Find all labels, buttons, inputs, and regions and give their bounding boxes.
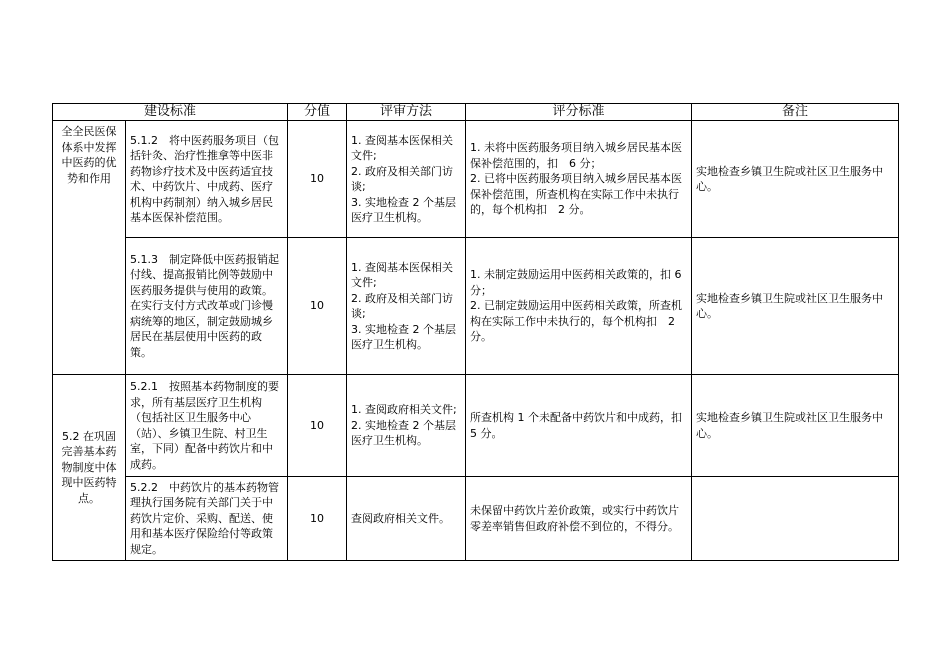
table-header-row <box>53 104 899 121</box>
remarks-cell: 实地检查乡镇卫生院或社区卫生服务中心。 <box>692 121 899 238</box>
method-cell: 1. 查阅政府相关文件; 2. 实地检查 2 个基层医疗卫生机构。 <box>347 375 466 477</box>
method-cell: 1. 查阅基本医保相关文件; 2. 政府及相关部门访谈; 3. 实地检查 2 个基层医疗卫生机构。 <box>347 121 466 238</box>
criteria-cell: 所查机构 1 个未配备中药饮片和中成药，扣 5 分。 <box>466 375 692 477</box>
standard-item: 5.1.2 将中医药服务项目（包括针灸、治疗性推拿等中医非药物诊疗技术及中医药适宜技术、中药饮片、中成药、医疗机构中药制剂）纳入城乡居民基本医保补偿范围。 <box>126 121 288 238</box>
score-cell: 10 <box>288 477 347 561</box>
method-cell: 1. 查阅基本医保相关文件; 2. 政府及相关部门访谈; 3. 实地检查 2 个基层医疗卫生机构。 <box>347 238 466 375</box>
standard-item: 5.2.1 按照基本药物制度的要求，所有基层医疗卫生机构（包括社区卫生服务中心（站）、乡镇卫生院、村卫生室，下同）配备中药饮片和中成药。 <box>126 375 288 477</box>
evaluation-standards-table <box>52 103 899 561</box>
criteria-cell: 1. 未将中医药服务项目纳入城乡居民基本医保补偿范围的，扣 6 分； 2. 已将中医药服务项目纳入城乡居民基本医保补偿范围，所查机构在实际工作中未执行的，每个机构扣 2 分。 <box>466 121 692 238</box>
table-row <box>53 477 899 561</box>
table-row <box>53 375 899 477</box>
standard-item: 5.2.2 中药饮片的基本药物管理执行国务院有关部门关于中药饮片定价、采购、配送、使用和基本医疗保险给付等政策规定。 <box>126 477 288 561</box>
criteria-cell: 未保留中药饮片差价政策，或实行中药饮片零差率销售但政府补偿不到位的，不得分。 <box>466 477 692 561</box>
header-remarks: 备注 <box>692 104 899 121</box>
header-score: 分值 <box>288 104 347 121</box>
remarks-cell <box>692 477 899 561</box>
remarks-cell: 实地检查乡镇卫生院或社区卫生服务中心。 <box>692 375 899 477</box>
group-title: 全全民医保体系中发挥中医药的优势和作用 <box>53 121 126 375</box>
group-title: 5.2 在巩固完善基本药物制度中体现中医药特点。 <box>53 375 126 561</box>
header-criteria: 评分标准 <box>466 104 692 121</box>
criteria-cell: 1. 未制定鼓励运用中医药相关政策的，扣 6 分； 2. 已制定鼓励运用中医药相关政策，所查机构在实际工作中未执行的，每个机构扣 2 分。 <box>466 238 692 375</box>
table-row <box>53 238 899 375</box>
table-row <box>53 121 899 238</box>
score-cell: 10 <box>288 238 347 375</box>
remarks-cell: 实地检查乡镇卫生院或社区卫生服务中心。 <box>692 238 899 375</box>
score-cell: 10 <box>288 121 347 238</box>
score-cell: 10 <box>288 375 347 477</box>
method-cell: 查阅政府相关文件。 <box>347 477 466 561</box>
header-method: 评审方法 <box>347 104 466 121</box>
header-standard: 建设标准 <box>53 104 288 121</box>
standard-item: 5.1.3 制定降低中医药报销起付线、提高报销比例等鼓励中医药服务提供与使用的政策。在实行支付方式改革或门诊慢病统筹的地区，制定鼓励城乡居民在基层使用中医药的政策。 <box>126 238 288 375</box>
